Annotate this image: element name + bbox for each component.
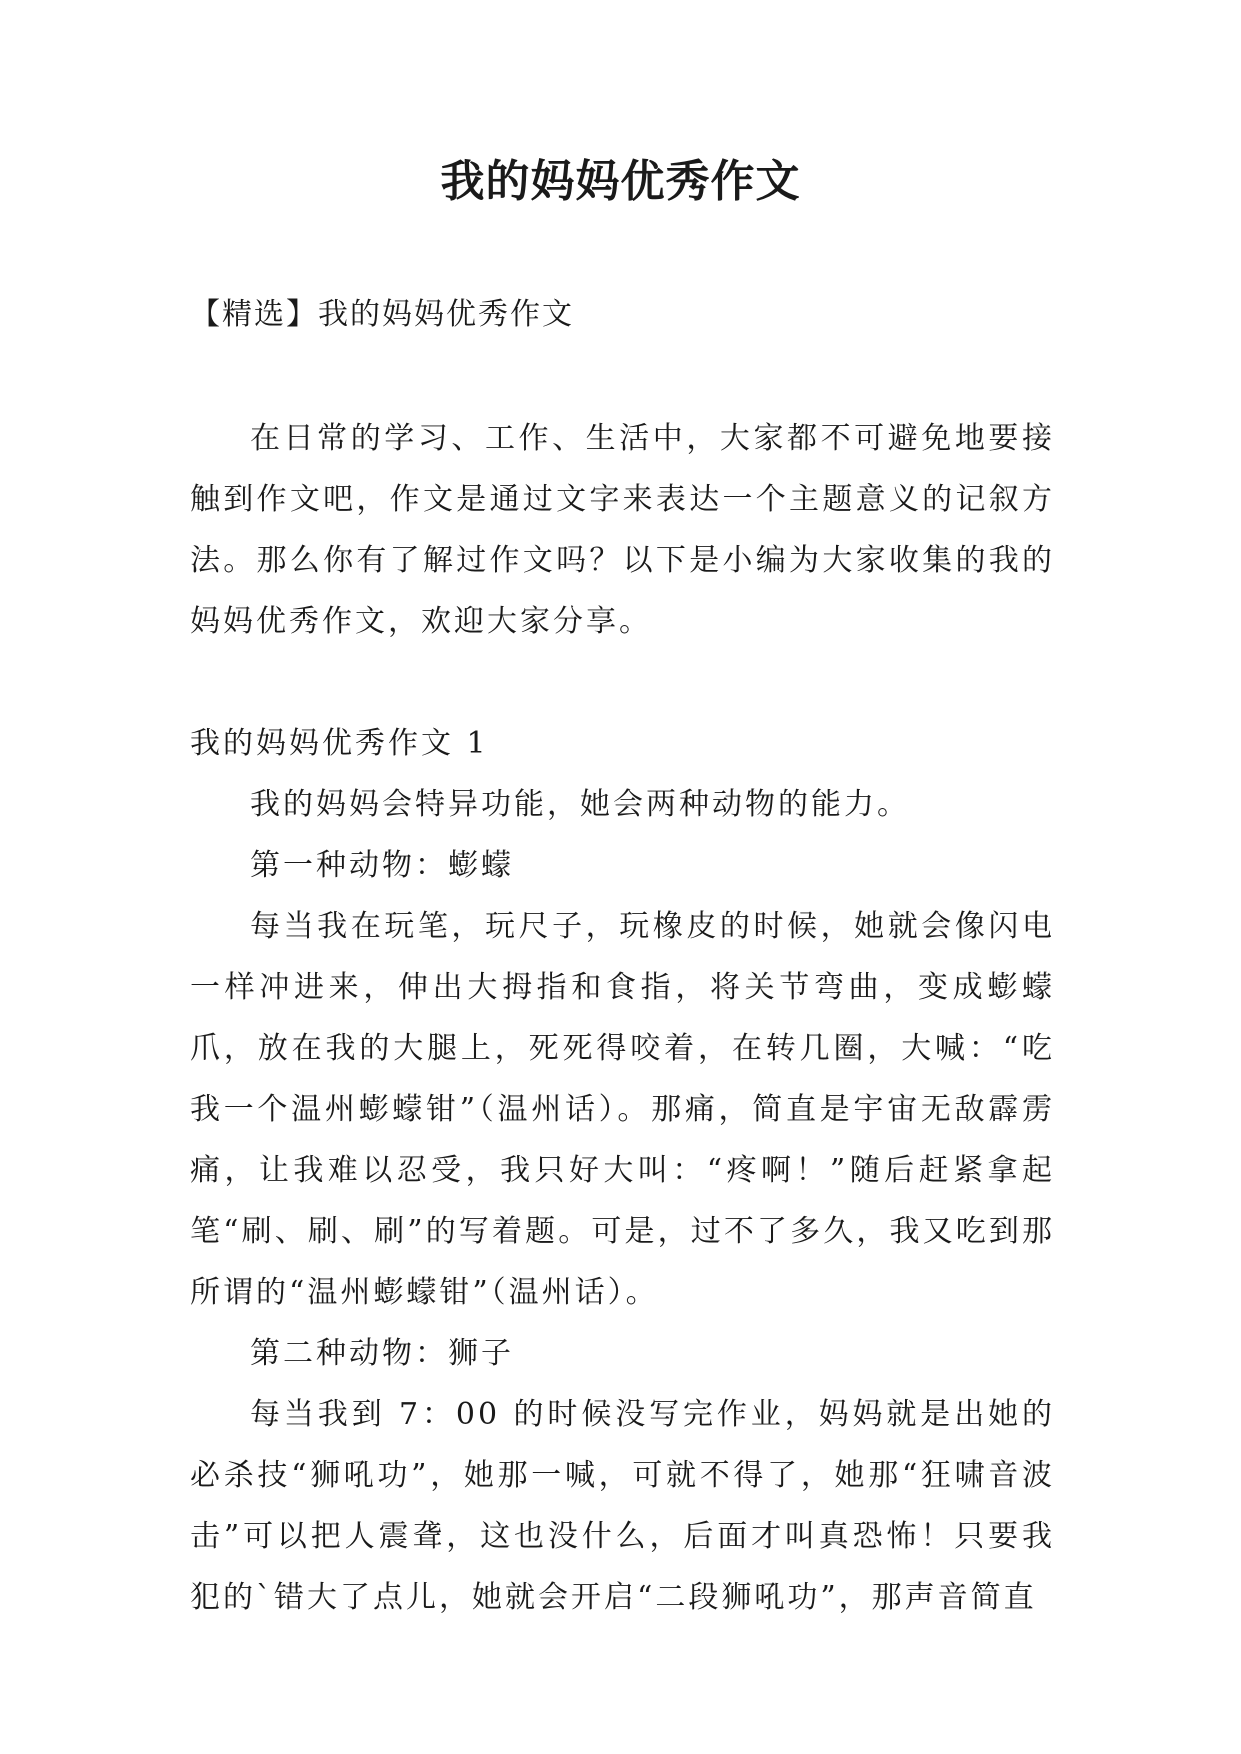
body-paragraph: 每当我在玩笔，玩尺子，玩橡皮的时候，她就会像闪电一样冲进来，伸出大拇指和食指，将关节弯曲，变成蟛蠓爪，放在我的大腿上，死死得咬着，在转几圈，大喊：“吃我一个温州蟛蠓钳”（温州话）。那痛，简直是宇宙无敌霹雳痛，让我难以忍受，我只好大叫：“疼啊！”随后赶紧拿起笔“刷、刷、刷”的写着题。可是，过不了多久，我又吃到那所谓的“温州蟛蠓钳”（温州话）。 <box>190 909 1055 1310</box>
document-title: 我的妈妈优秀作文 <box>440 156 801 207</box>
document-subtitle: 【精选】我的妈妈优秀作文 <box>190 297 574 332</box>
intro-paragraph: 在日常的学习、工作、生活中，大家都不可避免地要接触到作文吧，作文是通过文字来表达一个主题意义的记叙方法。那么你有了解过作文吗？以下是小编为大家收集的我的妈妈优秀作文，欢迎大家分享。 <box>190 421 1055 639</box>
section-heading: 我的妈妈优秀作文 1 <box>190 726 489 761</box>
paragraph-gap <box>190 652 1055 713</box>
document-body <box>190 408 1055 1628</box>
body-paragraph: 第二种动物：狮子 <box>250 1336 514 1371</box>
body-paragraph: 第一种动物：蟛蠓 <box>250 848 514 883</box>
body-paragraph: 我的妈妈会特异功能，她会两种动物的能力。 <box>250 787 910 822</box>
body-paragraph: 每当我到 7：00 的时候没写完作业，妈妈就是出她的必杀技“狮吼功”，她那一喊，可就不得了，她那“狂啸音波击”可以把人震聋，这也没什么，后面才叫真恐怖！只要我犯的`错大了点儿，她就会开启“二段狮吼功”，那声音简直 <box>190 1397 1055 1615</box>
